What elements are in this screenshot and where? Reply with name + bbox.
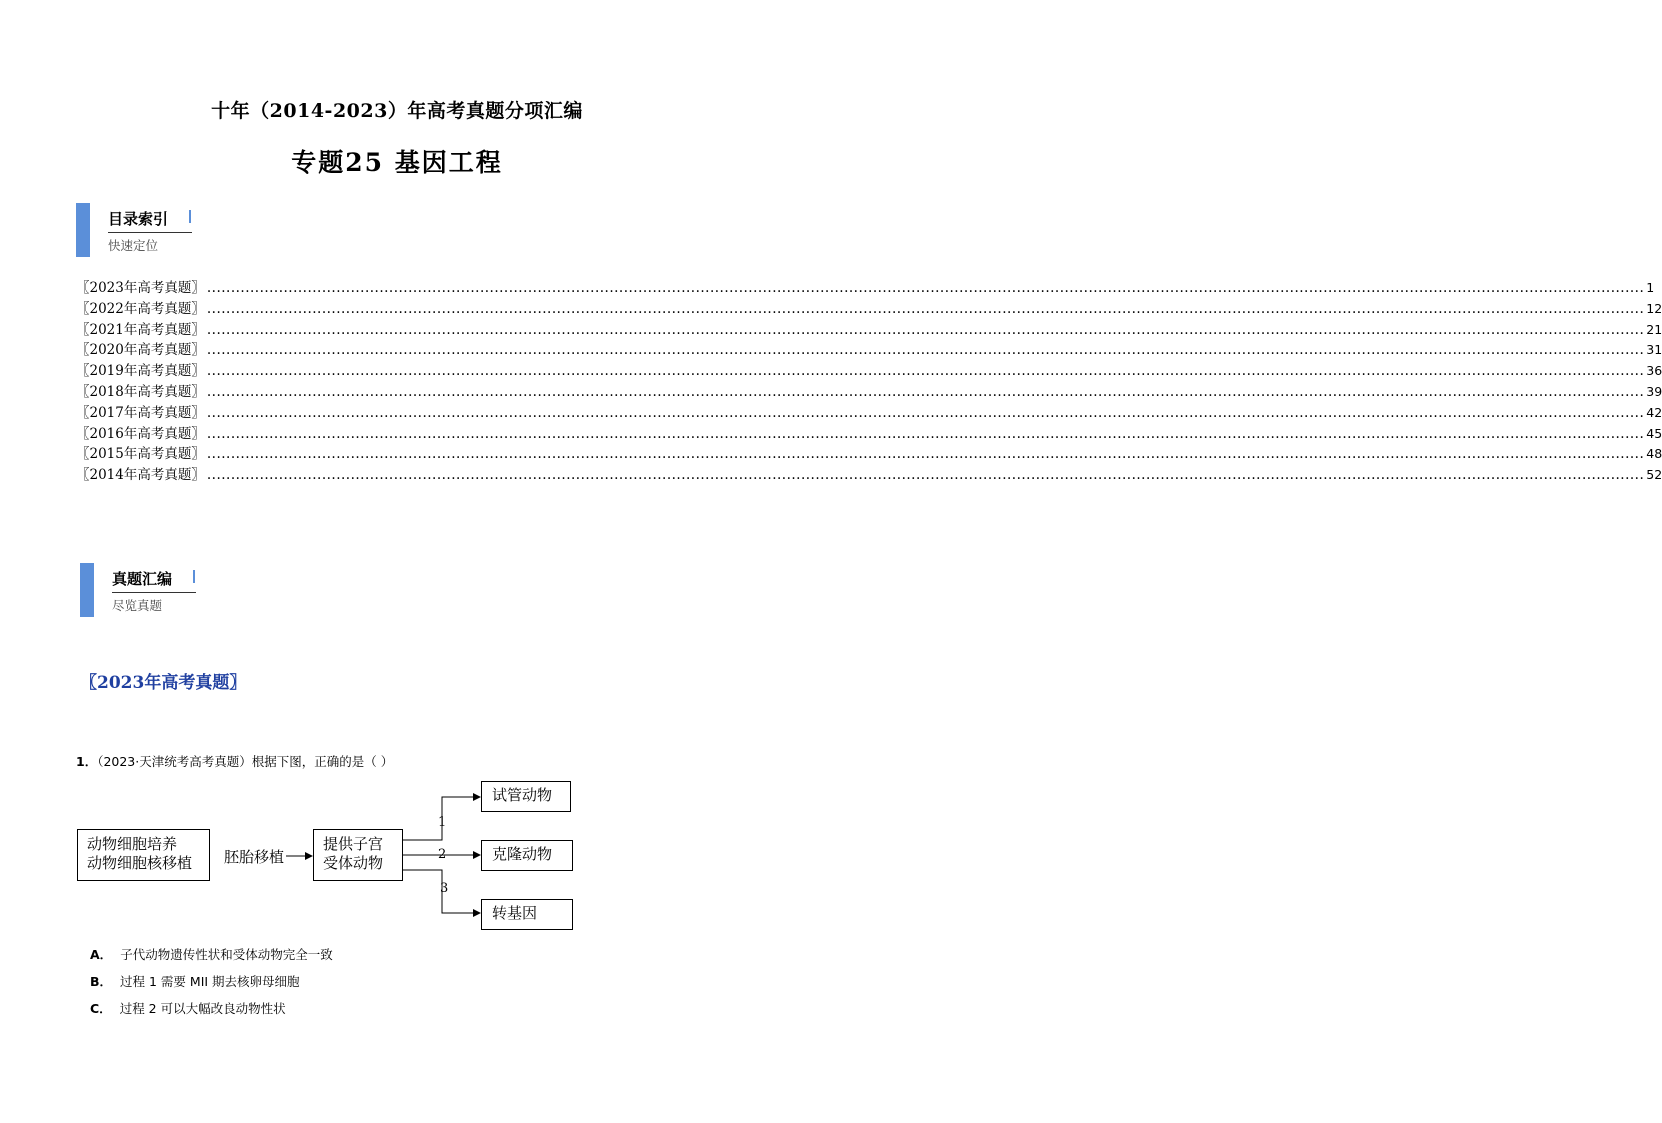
box-left-line1: 动物细胞培养 (87, 835, 178, 853)
question-number: 1． (76, 754, 98, 769)
out-3-label: 转基因 (492, 904, 538, 922)
toc-label: 〖2016年高考真题〗 (76, 425, 205, 442)
toc-section-header (76, 203, 216, 259)
toc-row[interactable] (76, 278, 1655, 299)
toc-label: 〖2023年高考真题〗 (76, 280, 205, 296)
box-test-tube-animal (481, 781, 571, 812)
out-2-label: 克隆动物 (492, 845, 553, 863)
option-c (90, 999, 286, 1017)
toc-section-subtitle: 快速定位 (108, 238, 159, 253)
toc-label: 〖2015年高考真题〗 (76, 446, 205, 463)
embryo-transfer-label: 胚胎移植 (224, 848, 285, 866)
toc-row[interactable] (76, 361, 1662, 382)
exam-section-header (80, 563, 220, 619)
toc-page-number: 42 (1646, 404, 1662, 420)
toc-row[interactable] (76, 444, 1662, 465)
branch-1-number: 1 (438, 815, 447, 830)
option-text: 过程 2 可以大幅改良动物性状 (119, 1001, 286, 1016)
toc-page-number: 21 (1646, 321, 1662, 337)
toc-leader-dots: ............................................................................................................................................................................................................................................................................................................ (206, 467, 1645, 484)
toc-page-number: 39 (1646, 383, 1662, 399)
toc-label: 〖2019年高考真题〗 (76, 363, 205, 380)
year-heading: 〖2023年高考真题〗 (80, 673, 247, 693)
toc-label: 〖2014年高考真题〗 (76, 467, 205, 484)
exam-section-title: 真题汇编 (112, 570, 173, 588)
toc-page-number: 36 (1646, 363, 1662, 379)
toc-leader-dots: ............................................................................................................................................................................................................................................................................................................ (206, 280, 1645, 296)
question-stem (76, 752, 393, 770)
toc-label: 〖2017年高考真题〗 (76, 404, 205, 421)
exam-section-subtitle: 尽览真题 (112, 598, 163, 613)
toc-leader-dots: ............................................................................................................................................................................................................................................................................................................ (206, 321, 1645, 338)
toc-label: 〖2022年高考真题〗 (76, 300, 205, 317)
question-text: （2023·天津统考高考真题）根据下图，正确的是（ ） (97, 754, 394, 769)
toc-page-number: 1 (1646, 280, 1655, 295)
toc-page-number: 52 (1646, 467, 1662, 483)
box-mid-line2: 受体动物 (323, 854, 384, 872)
toc-page-number: 31 (1646, 342, 1662, 358)
toc-leader-dots: ............................................................................................................................................................................................................................................................................................................ (206, 342, 1645, 359)
toc-page-number: 45 (1646, 425, 1662, 441)
section-underline (112, 592, 196, 593)
out-1-label: 试管动物 (492, 786, 553, 804)
toc-row[interactable] (76, 424, 1662, 445)
toc-row[interactable] (76, 465, 1662, 486)
document-title: 十年（2014-2023）年高考真题分项汇编 (211, 100, 583, 122)
toc-leader-dots: ............................................................................................................................................................................................................................................................................................................ (206, 300, 1645, 317)
box-cell-culture (77, 829, 210, 881)
section-marker-icon (189, 210, 191, 223)
toc-row[interactable] (76, 340, 1662, 361)
branch-3-number: 3 (440, 881, 449, 896)
toc-leader-dots: ............................................................................................................................................................................................................................................................................................................ (206, 383, 1645, 400)
section-marker-icon (193, 570, 195, 583)
toc-page-number: 12 (1646, 300, 1662, 316)
toc-leader-dots: ............................................................................................................................................................................................................................................................................................................ (206, 446, 1645, 463)
option-a (90, 945, 333, 963)
box-recipient (313, 829, 403, 881)
section-underline (108, 232, 192, 233)
box-cloned-animal (481, 840, 573, 871)
toc-label: 〖2020年高考真题〗 (76, 342, 205, 359)
toc-label: 〖2021年高考真题〗 (76, 321, 205, 338)
toc-row[interactable] (76, 320, 1662, 341)
option-text: 过程 1 需要 MII 期去核卵母细胞 (120, 974, 300, 989)
toc-leader-dots: ............................................................................................................................................................................................................................................................................................................ (206, 363, 1645, 380)
section-accent-bar (80, 563, 94, 617)
section-accent-bar (76, 203, 90, 257)
box-transgenic (481, 899, 573, 930)
document-subtitle: 专题25 基因工程 (291, 148, 503, 177)
toc-leader-dots: ............................................................................................................................................................................................................................................................................................................ (206, 404, 1645, 421)
toc-page-number: 48 (1646, 446, 1662, 462)
toc-row[interactable] (76, 403, 1662, 424)
option-letter: A． (90, 947, 113, 962)
toc-row[interactable] (76, 382, 1662, 403)
branch-2-number: 2 (438, 847, 447, 862)
table-of-contents (76, 278, 1662, 486)
toc-label: 〖2018年高考真题〗 (76, 383, 205, 400)
toc-leader-dots: ............................................................................................................................................................................................................................................................................................................ (206, 425, 1645, 442)
option-letter: C． (90, 1001, 112, 1016)
toc-section-title: 目录索引 (108, 210, 169, 228)
option-b (90, 972, 300, 990)
box-left-line2: 动物细胞核移植 (87, 854, 193, 872)
toc-row[interactable] (76, 299, 1662, 320)
option-text: 子代动物遗传性状和受体动物完全一致 (120, 947, 333, 962)
box-mid-line1: 提供子宫 (323, 835, 384, 853)
option-letter: B． (90, 974, 113, 989)
